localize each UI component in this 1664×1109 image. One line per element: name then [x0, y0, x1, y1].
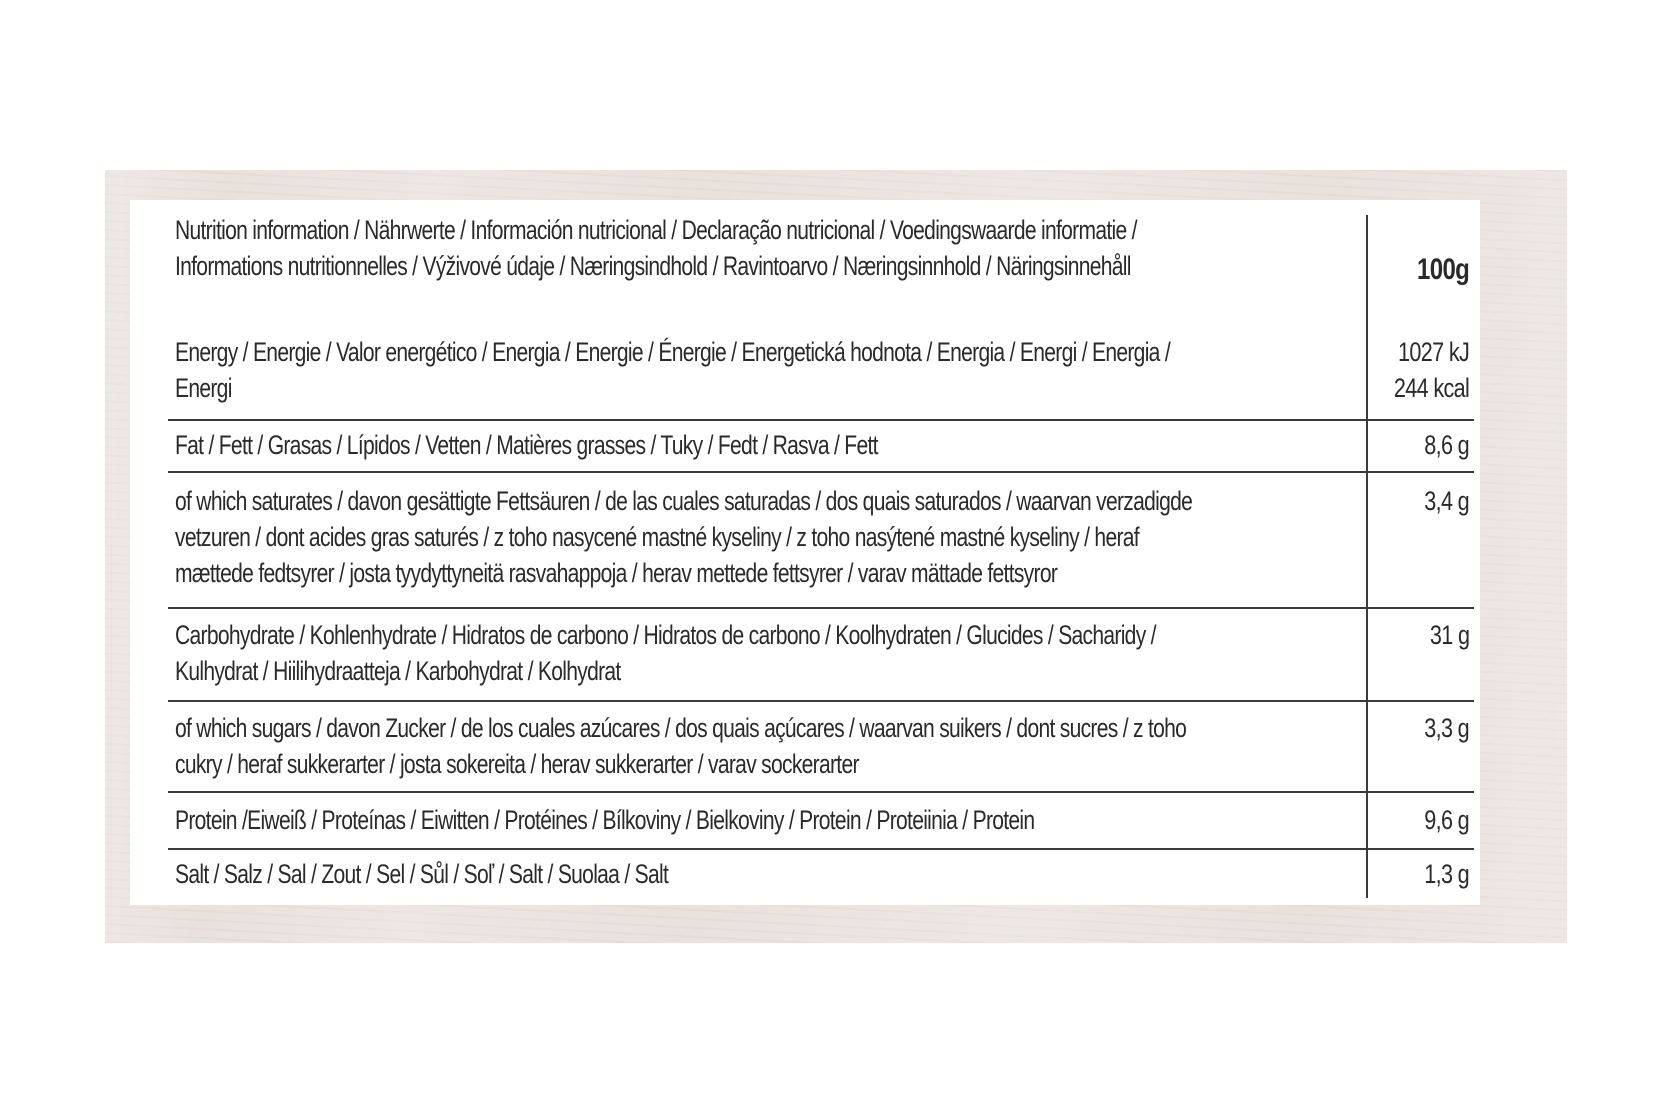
row-value-saturates: 3,4 g — [1424, 486, 1469, 516]
column-header-100g: 100g — [1416, 253, 1469, 286]
row-value-salt: 1,3 g — [1424, 859, 1469, 889]
row-divider — [168, 848, 1474, 850]
row-value-sugars: 3,3 g — [1424, 713, 1469, 743]
header-line-1: Nutrition information / Nährwerte / Información nutricional / Declaração nutricional / Voedingswaarde informatie / — [175, 215, 1137, 245]
row-value-fat: 8,6 g — [1424, 430, 1469, 460]
column-divider — [1366, 215, 1368, 898]
row-label-energy: Energy / Energie / Valor energético / Energia / Energie / Énergie / Energetická hodnota / Energia / Energi / Energia / Energi — [175, 337, 1170, 403]
header-line-2: Informations nutritionnelles / Výživové údaje / Næringsindhold / Ravintoarvo / Næringsinnhold / Näringsinnehåll — [175, 251, 1131, 281]
row-divider — [168, 607, 1474, 609]
row-label-salt: Salt / Salz / Sal / Zout / Sel / Sůl / Soľ / Salt / Suolaa / Salt — [175, 859, 669, 889]
row-label-fat: Fat / Fett / Grasas / Lípidos / Vetten / Matières grasses / Tuky / Fedt / Rasva / Fett — [175, 430, 878, 460]
row-value-carbohydrate: 31 g — [1429, 620, 1469, 650]
row-divider — [168, 471, 1474, 473]
table-header-label — [175, 212, 1137, 284]
row-divider — [168, 791, 1474, 793]
row-divider — [168, 700, 1474, 702]
row-label-protein: Protein /Eiweiß / Proteínas / Eiwitten / Protéines / Bílkoviny / Bielkoviny / Protein / Proteiinia / Protein — [175, 805, 1035, 835]
row-value-protein: 9,6 g — [1424, 805, 1469, 835]
row-label-carbohydrate: Carbohydrate / Kohlenhydrate / Hidratos de carbono / Hidratos de carbono / Koolhydraten / Glucides / Sacharidy / Kulhydrat / Hiilihydraatteja / Karbohydrat / Kolhydrat — [175, 620, 1156, 686]
row-label-sugars: of which sugars / davon Zucker / de los cuales azúcares / dos quais açúcares / waarvan suikers / dont sucres / z toho cukry / heraf sukkerarter / josta sokereita / herav sukkerarter / varav sockerarter — [175, 713, 1187, 779]
row-value-energy: 1027 kJ 244 kcal — [1393, 337, 1469, 403]
row-divider — [168, 419, 1474, 421]
row-label-saturates: of which saturates / davon gesättigte Fettsäuren / de las cuales saturadas / dos quais saturados / waarvan verzadigde vetzuren / dont acides gras saturés / z toho nasycené mastné kyseliny / z toho nasýtené mastné kyseliny / heraf mættede fedtsyrer / josta tyydyttyneitä rasvahappoja / herav mettede fettsyrer / varav mättade fettsyror — [175, 486, 1193, 588]
